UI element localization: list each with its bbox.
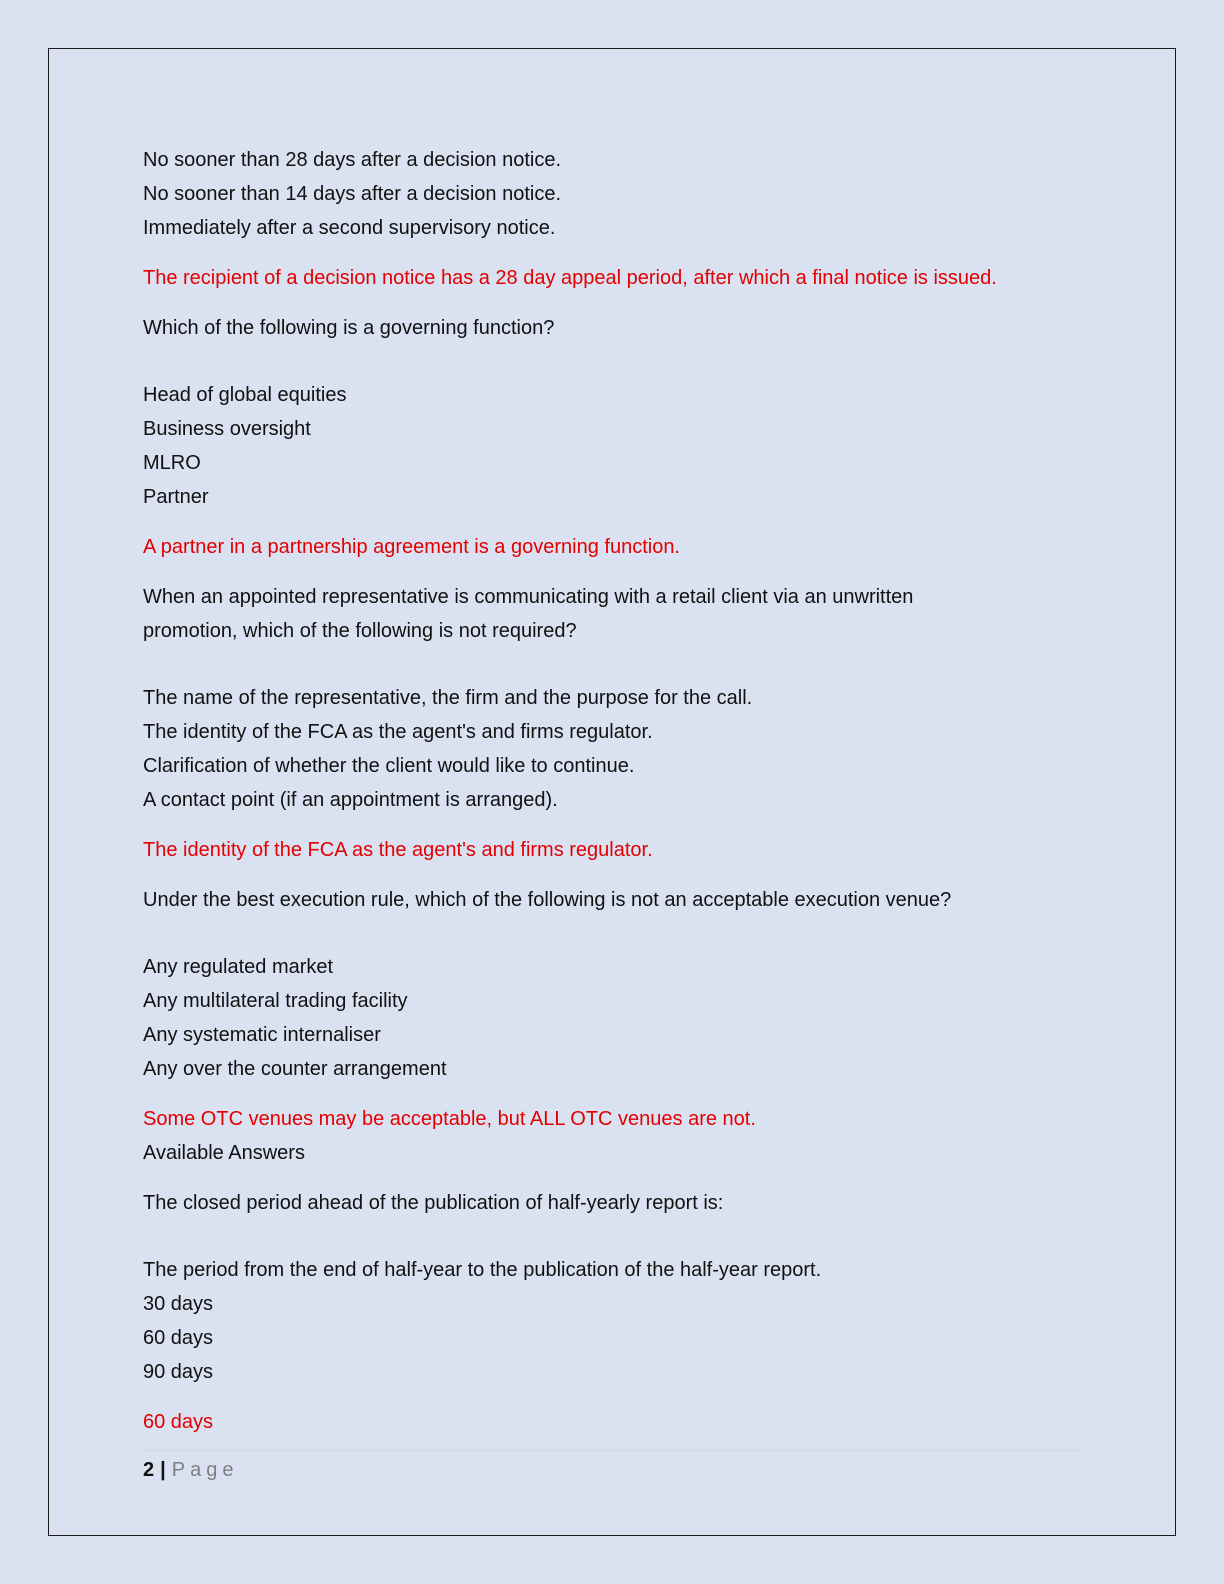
q1-option-1: No sooner than 28 days after a decision notice. (143, 149, 562, 171)
q4-option-2: Any multilateral trading facility (143, 990, 408, 1012)
q2-option-4: Partner (143, 486, 209, 508)
footer-divider (143, 1450, 1083, 1451)
q2-answer: A partner in a partnership agreement is a governing function. (143, 536, 680, 558)
q3-option-1: The name of the representative, the firm and the purpose for the call. (143, 687, 753, 709)
page-label: Page (171, 1459, 239, 1481)
q4-question: Under the best execution rule, which of the following is not an acceptable execution venue? (143, 889, 952, 911)
q5-question: The closed period ahead of the publication of half-yearly report is: (143, 1192, 724, 1214)
page-content (143, 143, 1083, 1439)
q5-answer: 60 days (143, 1411, 214, 1433)
q4-option-4: Any over the counter arrangement (143, 1058, 447, 1080)
q4-answer: Some OTC venues may be acceptable, but ALL OTC venues are not. (143, 1108, 756, 1130)
q4-option-3: Any systematic internaliser (143, 1024, 381, 1046)
q2-option-3: MLRO (143, 452, 201, 474)
page-number: 2 (143, 1459, 155, 1481)
q3-option-4: A contact point (if an appointment is arranged). (143, 789, 558, 811)
q1-option-2: No sooner than 14 days after a decision notice. (143, 183, 562, 205)
q5-option-2: 30 days (143, 1293, 214, 1315)
q2-option-2: Business oversight (143, 418, 311, 440)
q3-answer: The identity of the FCA as the agent's and firms regulator. (143, 839, 653, 861)
q5-option-1: The period from the end of half-year to the publication of the half-year report. (143, 1259, 822, 1281)
q3-question-line-2: promotion, which of the following is not required? (143, 620, 577, 642)
q1-option-3: Immediately after a second supervisory notice. (143, 217, 556, 239)
footer-separator: | (160, 1459, 166, 1481)
q1-answer: The recipient of a decision notice has a 28 day appeal period, after which a final notice is issued. (143, 267, 997, 289)
q4-note: Available Answers (143, 1142, 305, 1164)
q5-option-4: 90 days (143, 1361, 214, 1383)
q5-option-3: 60 days (143, 1327, 214, 1349)
q4-option-1: Any regulated market (143, 956, 334, 978)
q3-question-line-1: When an appointed representative is communicating with a retail client via an unwritten (143, 586, 914, 608)
q2-option-1: Head of global equities (143, 384, 347, 406)
page-footer (143, 1453, 238, 1487)
q3-option-3: Clarification of whether the client would like to continue. (143, 755, 635, 777)
q2-question: Which of the following is a governing function? (143, 317, 555, 339)
q3-option-2: The identity of the FCA as the agent's and firms regulator. (143, 721, 653, 743)
